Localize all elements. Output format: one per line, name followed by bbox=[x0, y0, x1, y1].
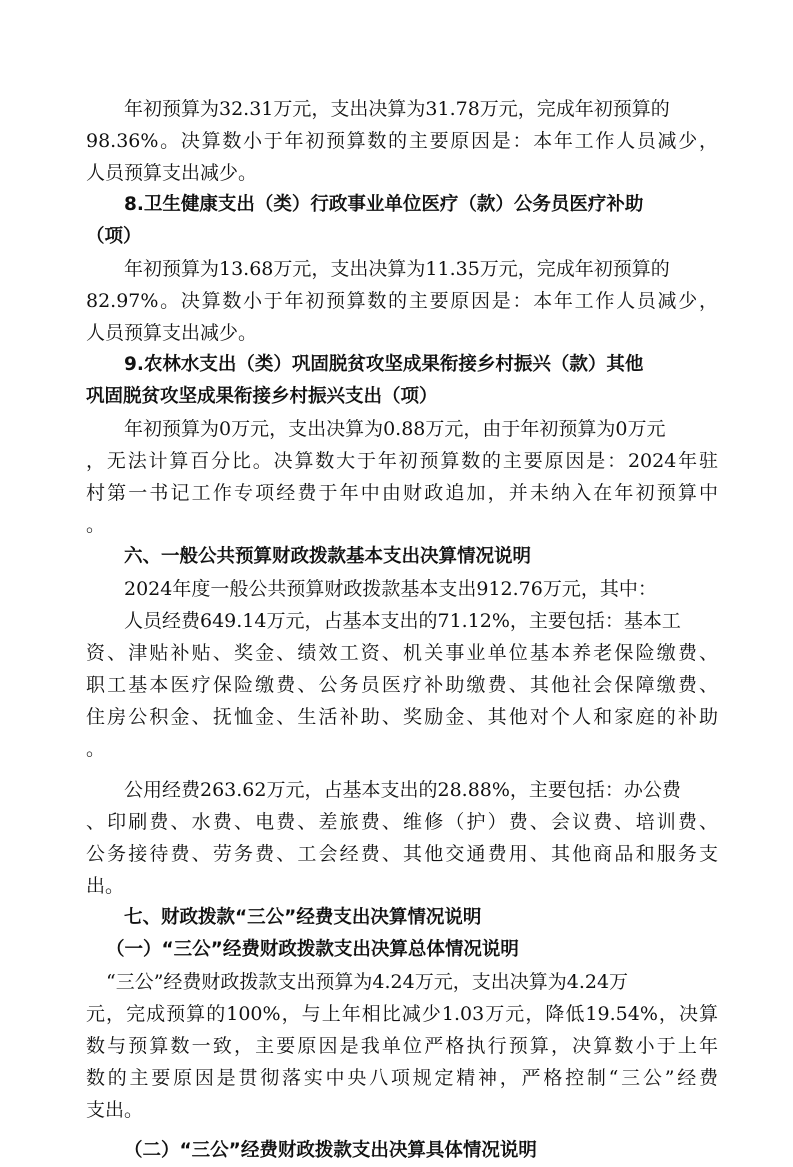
paragraph-line: 村第一书记工作专项经费于年中由财政追加，并未纳入在年初预算中 bbox=[86, 482, 718, 504]
paragraph-line: 资、津贴补贴、奖金、绩效工资、机关事业单位基本养老保险缴费、 bbox=[86, 642, 718, 664]
paragraph-line: 年初预算为32.31万元，支出决算为31.78万元，完成年初预算的 bbox=[124, 98, 670, 120]
section-heading: （二）“三公”经费财政拨款支出决算具体情况说明 bbox=[124, 1140, 537, 1161]
paragraph-line: 公务接待费、劳务费、工会经费、其他交通费用、其他商品和服务支 bbox=[86, 843, 718, 865]
paragraph-line: 2024年度一般公共预算财政拨款基本支出912.76万元，其中： bbox=[124, 578, 657, 600]
paragraph-line: 住房公积金、抚恤金、生活补助、奖励金、其他对个人和家庭的补助 bbox=[86, 706, 718, 728]
paragraph-line: 98.36%。决算数小于年初预算数的主要原因是：本年工作人员减少， bbox=[86, 130, 718, 152]
paragraph-line: 数的主要原因是贯彻落实中央八项规定精神，严格控制“三公”经费 bbox=[86, 1067, 718, 1089]
paragraph-line: 。 bbox=[86, 514, 106, 536]
section-heading: 9.农林水支出（类）巩固脱贫攻坚成果衔接乡村振兴（款）其他 bbox=[124, 354, 644, 375]
paragraph-line: 人员预算支出减少。 bbox=[86, 322, 258, 344]
paragraph-line: 元，完成预算的100%，与上年相比减少1.03万元，降低19.54%，决算 bbox=[86, 1003, 718, 1025]
paragraph-line: 支出。 bbox=[86, 1099, 144, 1121]
paragraph-line: 人员经费649.14万元，占基本支出的71.12%，主要包括：基本工 bbox=[124, 610, 681, 632]
document-page bbox=[86, 93, 718, 1167]
section-heading: 8.卫生健康支出（类）行政事业单位医疗（款）公务员医疗补助 bbox=[124, 194, 644, 215]
section-heading: 巩固脱贫攻坚成果衔接乡村振兴支出（项） bbox=[86, 386, 438, 407]
paragraph-line: 出。 bbox=[86, 875, 125, 897]
paragraph-line: “三公”经费财政拨款支出预算为4.24万元，支出决算为4.24万 bbox=[106, 971, 629, 993]
paragraph-line: 82.97%。决算数小于年初预算数的主要原因是：本年工作人员减少， bbox=[86, 290, 718, 312]
paragraph-line: ，无法计算百分比。决算数大于年初预算数的主要原因是：2024年驻 bbox=[86, 450, 718, 472]
paragraph-line: 年初预算为13.68万元，支出决算为11.35万元，完成年初预算的 bbox=[124, 258, 670, 280]
paragraph-line: 职工基本医疗保险缴费、公务员医疗补助缴费、其他社会保障缴费、 bbox=[86, 674, 718, 696]
paragraph-line: 年初预算为0万元，支出决算为0.88万元，由于年初预算为0万元 bbox=[124, 418, 666, 440]
paragraph-line: 人员预算支出减少。 bbox=[86, 162, 258, 184]
paragraph-line: 公用经费263.62万元，占基本支出的28.88%，主要包括：办公费 bbox=[124, 779, 681, 801]
section-heading: （一）“三公”经费财政拨款支出决算总体情况说明 bbox=[106, 939, 519, 960]
paragraph-line: 。 bbox=[86, 738, 106, 760]
paragraph-line: 、印刷费、水费、电费、差旅费、维修（护）费、会议费、培训费、 bbox=[86, 811, 718, 833]
section-heading: （项） bbox=[86, 226, 142, 247]
section-heading: 六、一般公共预算财政拨款基本支出决算情况说明 bbox=[124, 546, 532, 567]
paragraph-line: 数与预算数一致，主要原因是我单位严格执行预算，决算数小于上年 bbox=[86, 1035, 718, 1057]
section-heading: 七、财政拨款“三公”经费支出决算情况说明 bbox=[124, 907, 482, 928]
